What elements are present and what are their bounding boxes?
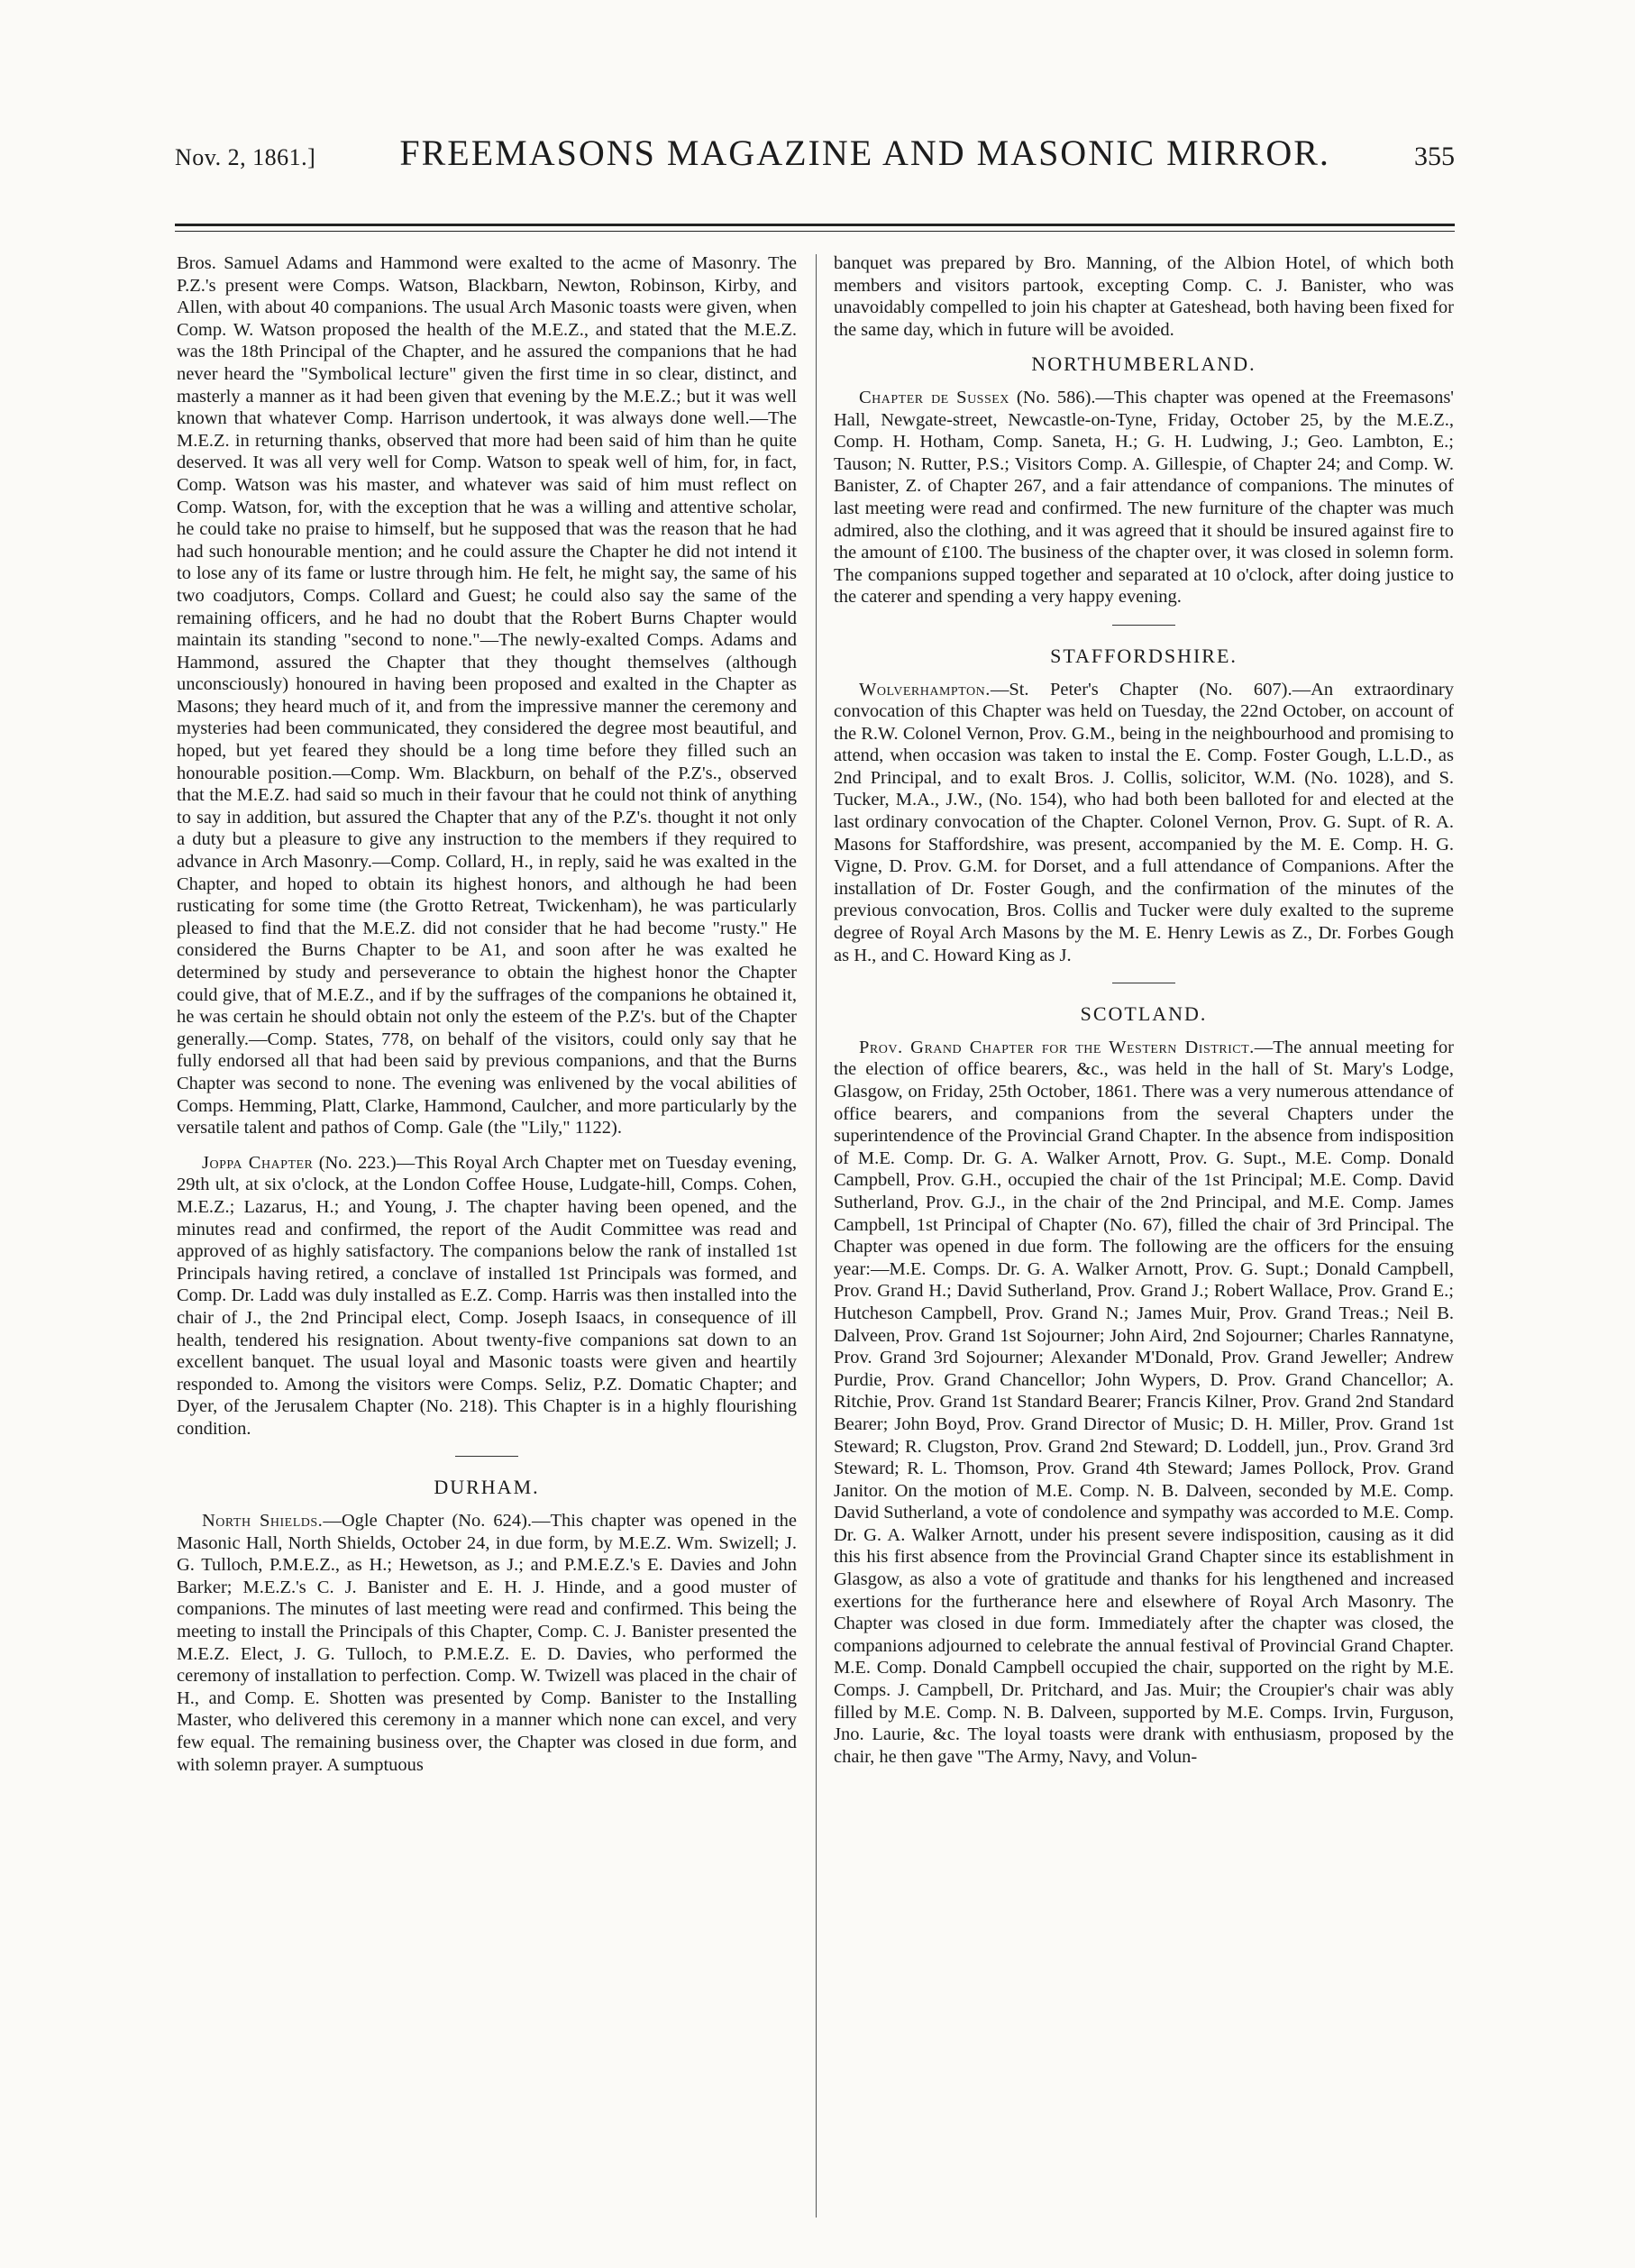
header-rule-thin <box>175 231 1455 232</box>
right-column <box>834 252 1454 2227</box>
section-separator <box>455 1456 518 1457</box>
issue-date: Nov. 2, 1861.] <box>175 144 316 170</box>
section-separator <box>1112 625 1175 626</box>
paragraph-lead: Prov. Grand Chapter for the Western District. <box>859 1037 1255 1057</box>
paragraph-banquet: banquet was prepared by Bro. Manning, of the Albion Hotel, of which both members and visitors partook, excepting Comp. C. J. Banister, who was unavoidably compelled to join his chapter at Gateshead, both having been fixed for the same day, which in future will be avoided. <box>834 253 1454 340</box>
paragraph-western-district <box>834 1037 1454 1769</box>
page-number: 355 <box>1414 142 1455 171</box>
paragraph-burns-chapter: Bros. Samuel Adams and Hammond were exalted to the acme of Masonry. The P.Z.'s present were Comps. Watson, Blackbarn, Newton, Robinson, Kirby, and Allen, with about 40 companions. The usual Arch Masonic toasts were given, when Comp. W. Watson proposed the health of the M.E.Z., and stated that the M.E.Z. was the 18th Principal of the Chapter, and he assured the companions that he had never heard the "Symbolical lecture" given the first time in so clear, distinct, and masterly a manner as it had been given that evening by the M.E.Z.; but it was well known that whatever Comp. Harrison undertook, it was always done well.—The M.E.Z. in returning thanks, observed that more had been said of him than he quite deserved. It was all very well for Comp. Watson to speak well of him, for, in fact, Comp. Watson was his master, and whatever was said of him must reflect on Comp. Watson, for, with the exception that he was a willing and attentive scholar, he could take no praise to himself, but he supposed that was the reason that he had had such honourable mention; and he could assure the Chapter he did not intend it to lose any of its fame or lustre through him. He felt, he might say, the same of his two coadjutors, Comps. Collard and Guest; he could also say the same of the remaining officers, and he had no doubt that the Robert Burns Chapter would maintain its standing "second to none."—The newly-exalted Comps. Adams and Hammond, assured the Chapter that they thought themselves (although unconsciously) honoured in having been proposed and exalted in the Chapter as Masons; they heard much of it, and from the impressive manner the ceremony and mysteries had been communicated, they considered the degree most beautiful, and hoped, but yet feared they should be a long time before they filled such an honourable position.—Comp. Wm. Blackburn, on behalf of the P.Z's., observed that the M.E.Z. had said so much in their favour that he could not think of anything to say in addition, but assured the Chapter that any of the P.Z's. thought it not only a duty but a pleasure to give any instruction to the members if they required to advance in Arch Masonry.—Comp. Collard, H., in reply, said he was exalted in the Chapter, and hoped to obtain its highest honors, and although he had been rusticating for some time (the Grotto Retreat, Twickenham), he was particularly pleased to find that the M.E.Z. did not consider that he had become "rusty." He considered the Burns Chapter to be A1, and soon after he was exalted he determined by study and perseverance to obtain the highest honor the Chapter could give, that of M.E.Z., and if by the suffrages of the companions he obtained it, he was certain he should obtain not only the esteem of the P.Z's. but of the Chapter generally.—Comp. States, 778, on behalf of the visitors, could only say that he fully endorsed all that had been said by previous companions, and that the Burns Chapter was second to none. The evening was enlivened by the vocal abilities of Comps. Hemming, Platt, Clarke, Hammond, Caulcher, and more particularly by the versatile talent and pathos of Comp. Gale (the "Lily," 1122). <box>177 253 797 1139</box>
paragraph-body: —The annual meeting for the election of office bearers, &c., was held in the hall of St. Mary's Lodge, Glasgow, on Friday, 25th October, 1861. There was a very numerous attendance of office bearers, and companions from the several Chapters under the superintendence of the Provincial Grand Chapter. In the absence from indisposition of M.E. Comp. Dr. G. A. Walker Arnott, Prov. G. Supt., M.E. Comp. Donald Campbell, Prov. G.H., occupied the chair of the 1st Principal; M.E. Comp. David Sutherland, Prov. G.J., in the chair of the 2nd Principal, and M.E. Comp. James Campbell, 1st Principal of Chapter (No. 67), filled the chair of 3rd Principal. The Chapter was opened in due form. The following are the officers for the ensuing year:—M.E. Comps. Dr. G. A. Walker Arnott, Prov. G. Supt.; Donald Campbell, Prov. Grand H.; David Sutherland, Prov. Grand J.; Robert Wallace, Prov. Grand E.; Hutcheson Campbell, Prov. Grand N.; James Muir, Prov. Grand Treas.; Neil B. Dalveen, Prov. Grand 1st Sojourner; John Aird, 2nd Sojourner; Charles Rannatyne, Prov. Grand 3rd Sojourner; Alexander M'Donald, Prov. Grand Jeweller; Andrew Purdie, Prov. Grand Chancellor; John Wypers, D. Prov. Grand Chancellor; A. Ritchie, Prov. Grand 1st Standard Bearer; Francis Kilner, Prov. Grand 2nd Standard Bearer; John Boyd, Prov. Grand Director of Music; D. H. Miller, Prov. Grand 1st Steward; R. Clugston, Prov. Grand 2nd Steward; D. Loddell, jun., Prov. Grand 3rd Steward; R. L. Thomson, Prov. Grand 4th Steward; James Pollock, Prov. Grand Janitor. On the motion of M.E. Comp. N. B. Dalveen, seconded by M.E. Comp. David Sutherland, a vote of condolence and sympathy was accorded to M.E. Comp. Dr. G. A. Walker Arnott, under his present severe indisposition, causing as it did this his first absence from the Provincial Grand Chapter since its establishment in Glasgow, as also a vote of gratitude and thanks for his lengthened and increased exertions for the furtherance here and elsewhere of Royal Arch Masonry. The Chapter was closed in due form. Immediately after the chapter was closed, the companions adjourned to celebrate the annual festival of Provincial Grand Chapter. M.E. Comp. Donald Campbell occupied the chair, supported on the right by M.E. Comps. J. Campbell, Dr. Pritchard, and Jas. Muir; the Croupier's chair was ably filled by M.E. Comp. N. B. Dalveen, supported by M.E. Comps. Irvin, Furguson, Jno. Laurie, &c. The loyal toasts were drank with enthusiasm, proposed by the chair, he then gave "The Army, Navy, and Volun- <box>834 1037 1454 1767</box>
paragraph-body: (No. 586).—This chapter was opened at the Freemasons' Hall, Newgate-street, Newcastle-on-Tyne, Friday, October 25, by the M.E.Z., Comp. H. Hotham, Comp. Saneta, H.; G. H. Ludwing, J.; Geo. Lambton, E.; Tauson; N. Rutter, P.S.; Visitors Comp. A. Gillespie, of Chapter 24; and Comp. W. Banister, Z. of Chapter 267, and a fair attendance of companions. The minutes of last meeting were read and confirmed. The new furniture of the chapter was much admired, also the clothing, and it was agreed that it should be insured against fire to the amount of £100. The business of the chapter over, it was closed in solemn form. The companions supped together and separated at 10 o'clock, after doing justice to the caterer and spending a very happy evening. <box>834 387 1454 608</box>
paragraph-body: (No. 223.)—This Royal Arch Chapter met on Tuesday evening, 29th ult, at six o'clock, at the London Coffee House, Ludgate-hill, Comps. Cohen, M.E.Z.; Lazarus, H.; and Young, J. The chapter having been opened, and the minutes read and confirmed, the report of the Audit Committee was read and approved of as highly satisfactory. The companions below the rank of installed 1st Principals having retired, a conclave of installed 1st Principals was formed, and Comp. Dr. Ladd was duly installed as E.Z. Comp. Harris was then installed into the chair of J., the 2nd Principal elect, Comp. Joseph Isaacs, in consequence of ill health, tendered his resignation. About twenty-five companions sat down to an excellent banquet. The usual loyal and Masonic toasts were given and heartily responded to. Among the visitors were Comps. Seliz, P.Z. Domatic Chapter; and Dyer, of the Jerusalem Chapter (No. 218). This Chapter is in a highly flourishing condition. <box>177 1152 797 1439</box>
paragraph-lead: Wolverhampton. <box>859 679 991 700</box>
paragraph-wolverhampton <box>834 679 1454 967</box>
paragraph-lead: Joppa Chapter <box>202 1152 314 1173</box>
paragraph-joppa-chapter <box>177 1152 797 1440</box>
paragraph-chapter-de-sussex <box>834 387 1454 608</box>
left-column <box>177 252 797 2227</box>
page-header <box>175 132 1455 182</box>
section-heading-scotland: SCOTLAND. <box>1080 1002 1208 1026</box>
column-divider <box>816 254 817 2218</box>
section-heading-durham: DURHAM. <box>434 1476 540 1499</box>
section-heading-staffordshire: STAFFORDSHIRE. <box>1050 644 1238 667</box>
header-rule <box>175 224 1455 226</box>
paragraph-north-shields <box>177 1510 797 1776</box>
paragraph-body: —St. Peter's Chapter (No. 607).—An extraordinary convocation of this Chapter was held on Tuesday, the 22nd October, on account of the R.W. Colonel Vernon, Prov. G.M., being in the neighbourhood and promising to attend, when occasion was taken to instal the E. Comp. Foster Gough, L.L.D., as 2nd Principal, and to exalt Bros. J. Collis, solicitor, W.M. (No. 1028), and S. Tucker, M.A., J.W., (No. 154), who had both been balloted for and elected at the last ordinary convocation of the Chapter. Colonel Vernon, Prov. G. Supt. of R. A. Masons for Staffordshire, was present, accompanied by the M. E. Comp. H. G. Vigne, D. Prov. G.M. for Dorset, and a full attendance of Companions. After the installation of Dr. Foster Gough, and the confirmation of the minutes of the previous convocation, Bros. Collis and Tucker were duly exalted to the supreme degree of Royal Arch Masons by the M. E. Henry Lewis as Z., Dr. Forbes Gough as H., and C. Howard King as J. <box>834 679 1454 965</box>
paragraph-lead: Chapter de Sussex <box>859 387 1009 407</box>
publication-title: FREEMASONS MAGAZINE AND MASONIC MIRROR. <box>399 133 1330 173</box>
section-heading-northumberland: NORTHUMBERLAND. <box>1031 352 1256 376</box>
paragraph-body: —Ogle Chapter (No. 624).—This chapter was opened in the Masonic Hall, North Shields, October 24, in due form, by M.E.Z. Wm. Swizell; J. G. Tulloch, P.M.E.Z., as H.; Hewetson, as J.; and P.M.E.Z.'s E. Davies and John Barker; M.E.Z.'s C. J. Banister and E. H. J. Hinde, and a good muster of companions. The minutes of last meeting were read and confirmed. This being the meeting to install the Principals of this Chapter, Comp. C. J. Banister presented the M.E.Z. Elect, J. G. Tulloch, to P.M.E.Z. E. D. Davies, who performed the ceremony of installation to perfection. Comp. W. Twizell was placed in the chair of H., and Comp. E. Shotten was presented by Comp. Banister to the Installing Master, who delivered this ceremony in a manner which none can excel, and very few equal. The remaining business over, the Chapter was closed in due form, and with solemn prayer. A sumptuous <box>177 1511 797 1775</box>
paragraph-lead: North Shields. <box>202 1511 324 1532</box>
